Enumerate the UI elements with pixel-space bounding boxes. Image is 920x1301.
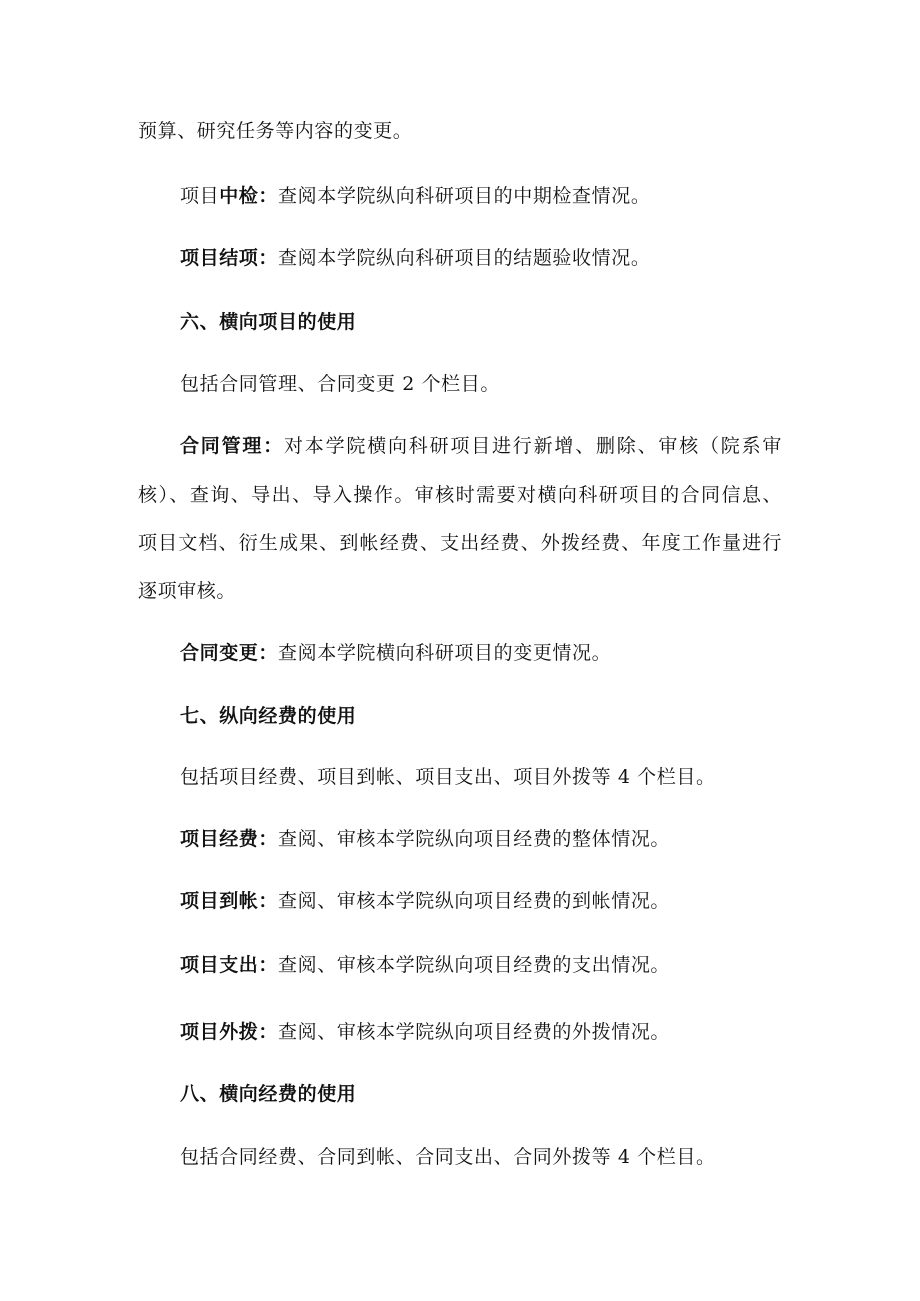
heading-text: 八、横向经费的使用 (180, 1083, 357, 1105)
heading-text: 六、横向项目的使用 (180, 311, 357, 333)
item-xiangmu-waibo (180, 1020, 670, 1044)
item-text: 查阅本学院纵向科研项目的结题验收情况。 (278, 247, 651, 269)
item-label: 项目支出： (180, 954, 279, 976)
item-xiangmu-jingfei (180, 827, 670, 851)
paragraph-line (138, 579, 236, 603)
item-label-prefix: 项目 (180, 185, 220, 207)
paragraph-line (138, 483, 782, 507)
section-heading-7 (180, 704, 356, 728)
text-line: 预算、研究任务等内容的变更。 (138, 120, 413, 142)
paragraph-line (180, 765, 716, 789)
item-text: 查阅、审核本学院纵向项目经费的到帐情况。 (278, 890, 671, 912)
item-hetong-biangeng (180, 641, 611, 665)
item-xiangmu-daozhang (180, 889, 670, 913)
text-line: 逐项审核。 (138, 580, 237, 602)
item-xiangmu-zhichu (180, 953, 670, 977)
item-text: 查阅、审核本学院纵向项目经费的外拨情况。 (278, 1021, 671, 1043)
item-text: 查阅、审核本学院纵向项目经费的支出情况。 (278, 954, 671, 976)
item-label: 合同变更： (180, 642, 279, 664)
heading-text: 七、纵向经费的使用 (180, 705, 357, 727)
text-line: 包括合同管理、合同变更 2 个栏目。 (180, 373, 500, 395)
item-xiangmu-zhongjian (180, 184, 650, 208)
item-label: 中检： (219, 185, 279, 207)
item-text: 查阅、审核本学院纵向项目经费的整体情况。 (278, 828, 671, 850)
item-xiangmu-jiexiang (180, 246, 650, 270)
paragraph-line (180, 1145, 716, 1169)
text-line: 包括合同经费、合同到帐、合同支出、合同外拨等 4 个栏目。 (180, 1146, 716, 1168)
paragraph-line (180, 372, 500, 396)
section-heading-6 (180, 310, 356, 334)
item-hetong-guanli (180, 434, 782, 458)
item-label: 项目外拨： (180, 1021, 279, 1043)
item-label: 项目经费： (180, 828, 279, 850)
item-text: 对本学院横向科研项目进行新增、删除、审核（院系审 (284, 435, 782, 457)
text-line: 核）、查询、导出、导入操作。审核时需要对横向科研项目的合同信息、 (138, 484, 782, 506)
section-heading-8 (180, 1082, 356, 1106)
item-label: 合同管理： (180, 435, 284, 457)
item-text: 查阅本学院纵向科研项目的中期检查情况。 (278, 185, 651, 207)
paragraph-line (138, 531, 782, 555)
item-label: 项目到帐： (180, 890, 279, 912)
text-line: 项目文档、衍生成果、到帐经费、支出经费、外拨经费、年度工作量进行 (138, 532, 782, 554)
paragraph-line (138, 119, 412, 143)
text-line: 包括项目经费、项目到帐、项目支出、项目外拨等 4 个栏目。 (180, 766, 716, 788)
item-text: 查阅本学院横向科研项目的变更情况。 (278, 642, 612, 664)
item-label: 项目结项： (180, 247, 279, 269)
